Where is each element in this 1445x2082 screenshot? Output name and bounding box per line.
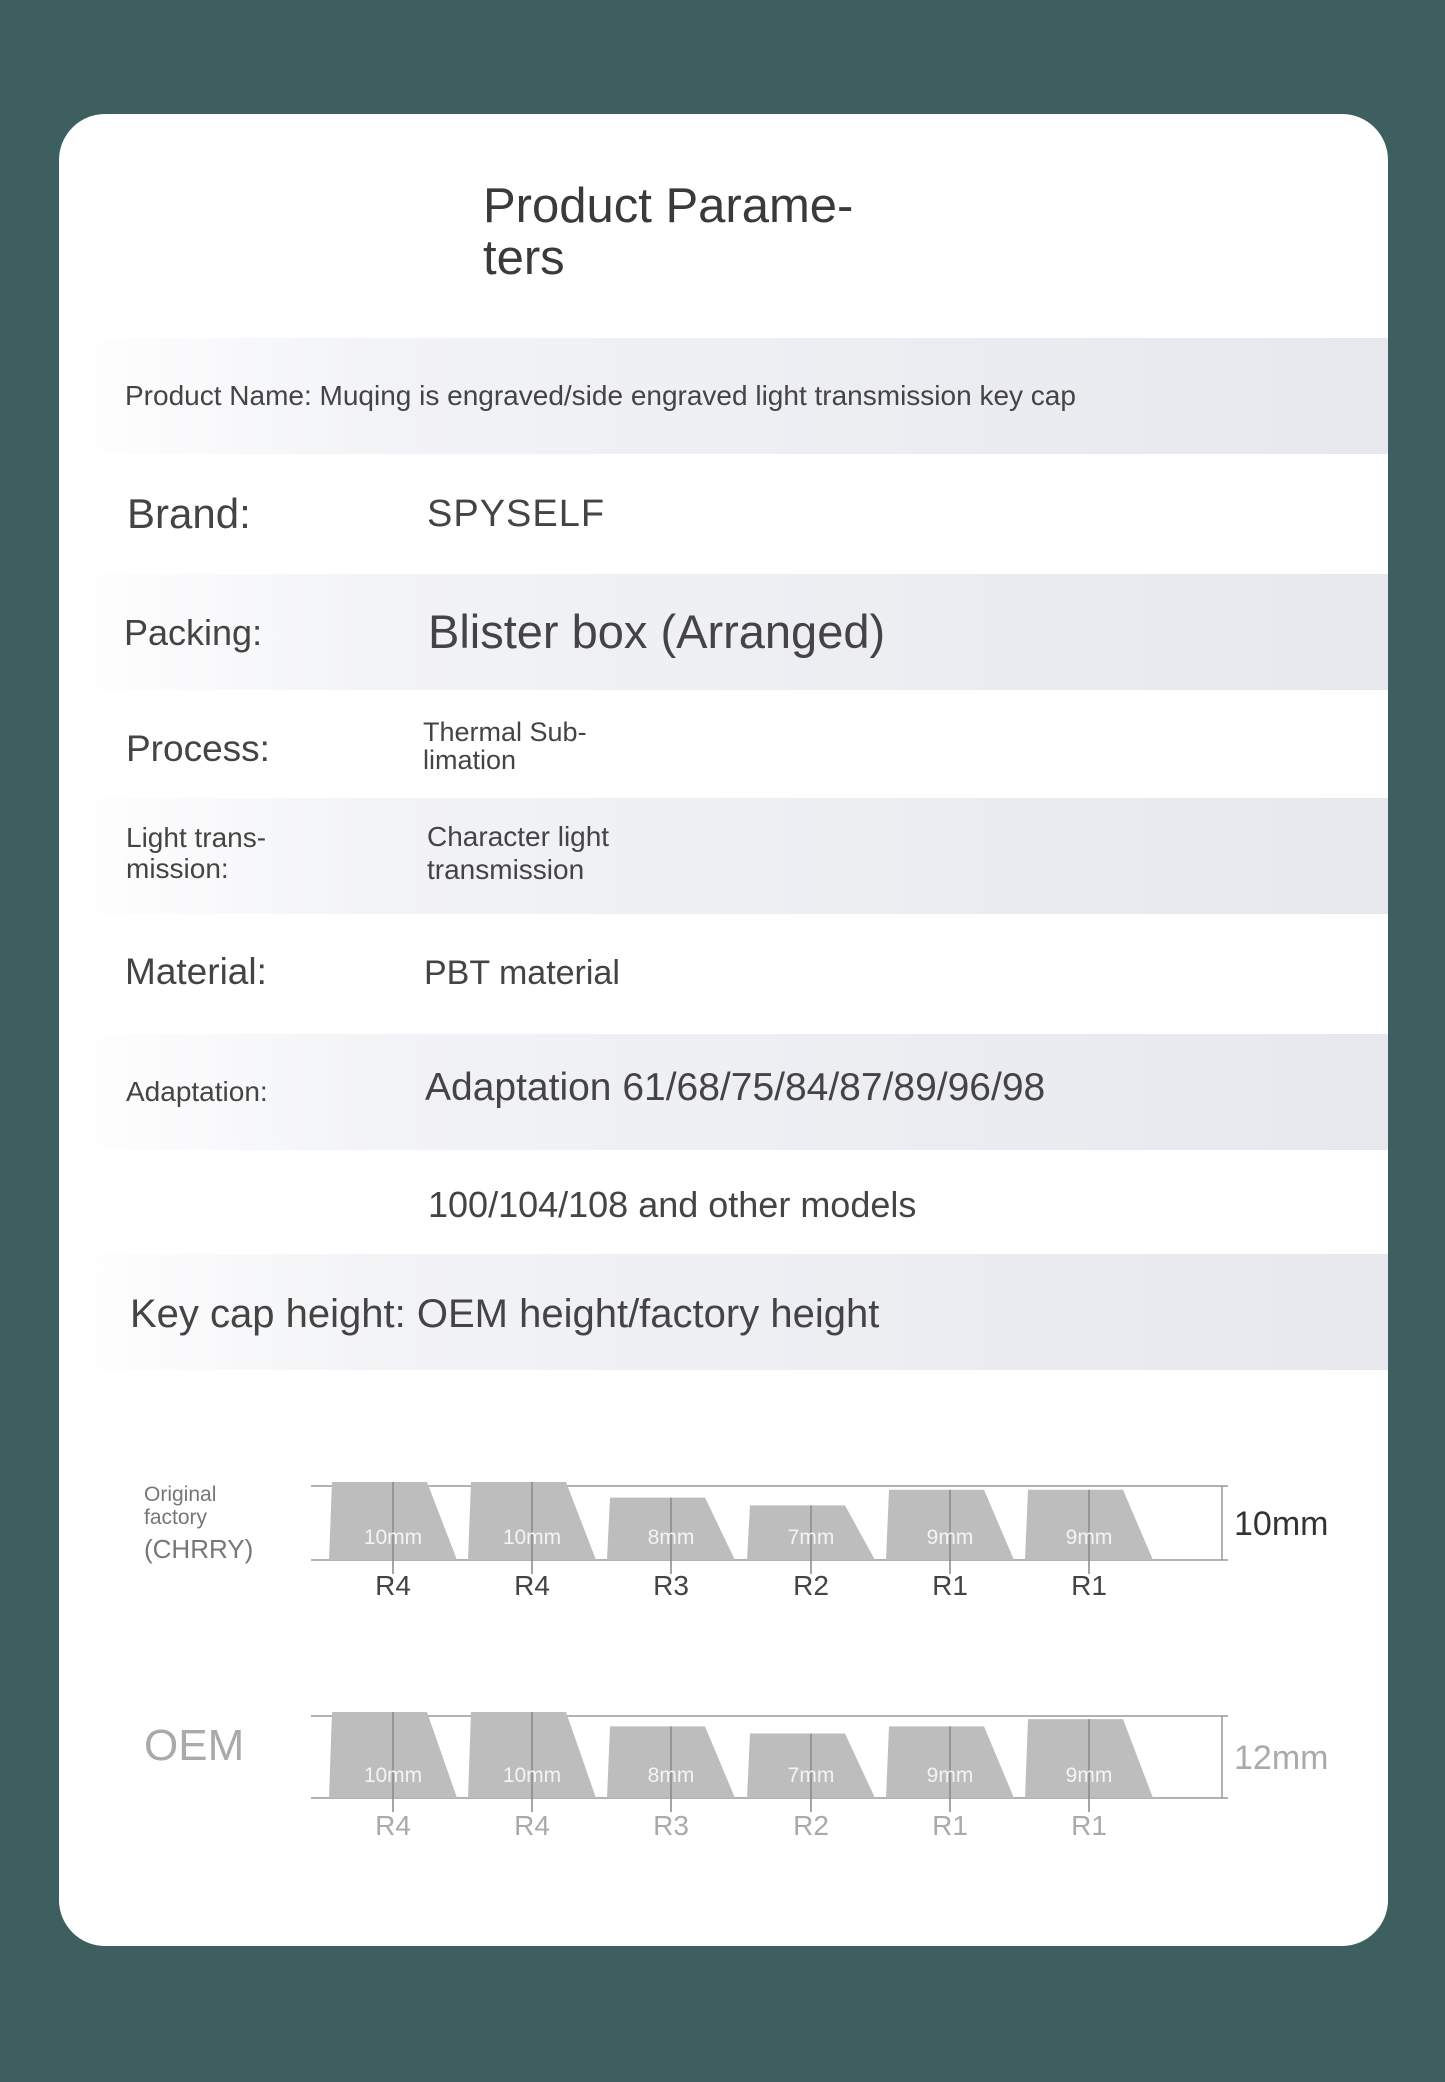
light-transmission-value: Character light transmission: [427, 821, 610, 885]
keycap-row-label: R2: [793, 1570, 829, 1601]
material-value: PBT material: [424, 954, 620, 992]
profile-name-line: Original: [144, 1483, 217, 1506]
packing-label: Packing:: [124, 612, 263, 653]
keycap-mm-label: 10mm: [363, 1764, 423, 1787]
keycap-height-text: Key cap height: OEM height/factory height: [130, 1292, 880, 1336]
profile-name-line: factory: [144, 1506, 208, 1529]
product-name-text: Product Name: Muqing is engraved/side engraved light transmission key cap: [125, 380, 1076, 411]
keycap-mm-label: 8mm: [647, 1764, 695, 1787]
keycap-mm-label: 7mm: [787, 1764, 835, 1787]
process-value: Thermal Sub- limation: [423, 717, 587, 775]
keycap-row-label: R4: [375, 1570, 411, 1601]
keycap-row-label: R1: [1071, 1570, 1107, 1601]
keycap-row-label: R1: [932, 1570, 968, 1601]
keycap-mm-label: 10mm: [502, 1764, 562, 1787]
keycap-row-label: R2: [793, 1810, 829, 1841]
adaptation-value-continued: 100/104/108 and other models: [428, 1184, 917, 1225]
keycap-row-label: R3: [653, 1810, 689, 1841]
packing-value: Blister box (Arranged): [428, 605, 886, 658]
keycap-row-label: R4: [375, 1810, 411, 1841]
keycap-row-label: R1: [1071, 1810, 1107, 1841]
process-label: Process:: [126, 728, 270, 769]
profile-total-height: 12mm: [1234, 1739, 1329, 1777]
profile-name-line: OEM: [144, 1721, 245, 1770]
material-label: Material:: [125, 951, 267, 992]
adaptation-label: Adaptation:: [126, 1076, 268, 1107]
keycap-mm-label: 9mm: [926, 1526, 974, 1549]
brand-label: Brand:: [127, 490, 251, 537]
adaptation-value: Adaptation 61/68/75/84/87/89/96/98: [425, 1066, 1046, 1109]
light-transmission-label: Light trans- mission:: [126, 822, 267, 884]
keycap-row-label: R4: [514, 1810, 550, 1841]
profile-total-height: 10mm: [1234, 1505, 1329, 1543]
keycap-mm-label: 10mm: [502, 1526, 562, 1549]
keycap-mm-label: 9mm: [1065, 1526, 1113, 1549]
page-title: Product Parame- ters: [483, 179, 854, 285]
keycap-row-label: R1: [932, 1810, 968, 1841]
keycap-row-label: R4: [514, 1570, 550, 1601]
keycap-mm-label: 10mm: [363, 1526, 423, 1549]
keycap-mm-label: 9mm: [926, 1764, 974, 1787]
parameters-card: [59, 114, 1388, 1946]
profile-name-line: (CHRRY): [144, 1534, 254, 1564]
keycap-row-label: R3: [653, 1570, 689, 1601]
keycap-mm-label: 9mm: [1065, 1764, 1113, 1787]
keycap-mm-label: 7mm: [787, 1526, 835, 1549]
keycap-mm-label: 8mm: [647, 1526, 695, 1549]
brand-value: SPYSELF: [427, 493, 606, 535]
keycap-profile-diagram: [59, 114, 1388, 1946]
